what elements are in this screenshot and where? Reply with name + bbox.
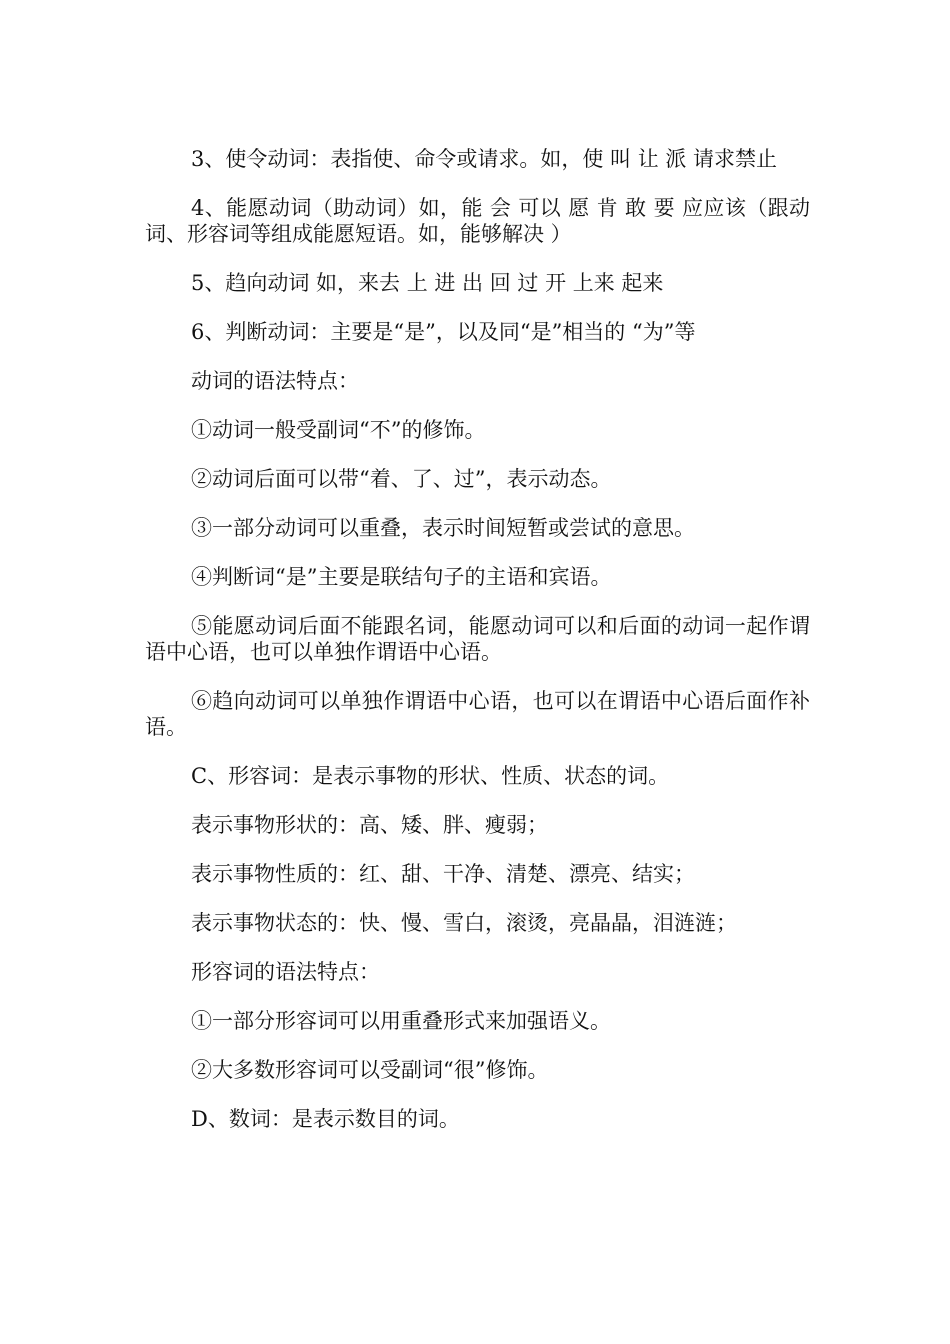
- verb-feature-1: ①动词一般受副词“不”的修饰。: [191, 418, 486, 442]
- adjective-feature-1: ①一部分形容词可以用重叠形式来加强语义。: [191, 1009, 611, 1033]
- verb-feature-5: ⑤能愿动词后面不能跟名词，能愿动词可以和后面的动词一起作谓语中心语，也可以单独作谓语中心语。: [145, 614, 810, 664]
- heading-adjective-grammar-features: 形容词的语法特点：: [191, 960, 380, 984]
- adjective-property-examples: 表示事物性质的：红、甜、干净、清楚、漂亮、结实；: [191, 862, 695, 886]
- verb-feature-4: ④判断词“是”主要是联结句子的主语和宾语。: [191, 565, 612, 589]
- paragraph-modal-verbs: 4、能愿动词（助动词）如，能 会 可以 愿 肯 敢 要 应应该（跟动词、形容词等组成能愿短语。如，能够解决 ）: [145, 196, 810, 246]
- verb-feature-3: ③一部分动词可以重叠，表示时间短暂或尝试的意思。: [191, 516, 695, 540]
- adjective-shape-examples: 表示事物形状的：高、矮、胖、瘦弱；: [191, 813, 548, 837]
- adjective-feature-2: ②大多数形容词可以受副词“很”修饰。: [191, 1058, 549, 1082]
- heading-adjectives: C、形容词：是表示事物的形状、性质、状态的词。: [191, 764, 670, 788]
- heading-verb-grammar-features: 动词的语法特点：: [191, 369, 359, 393]
- heading-numerals: D、数词：是表示数目的词。: [191, 1107, 460, 1131]
- paragraph-causative-verbs: 3、使令动词：表指使、命令或请求。如，使 叫 让 派 请求禁止: [191, 147, 778, 171]
- document-body: [145, 146, 810, 1155]
- verb-feature-6: ⑥趋向动词可以单独作谓语中心语，也可以在谓语中心语后面作补语。: [145, 689, 810, 739]
- paragraph-directional-verbs: 5、趋向动词 如，来去 上 进 出 回 过 开 上来 起来: [191, 271, 664, 295]
- adjective-state-examples: 表示事物状态的：快、慢、雪白，滚烫，亮晶晶，泪涟涟；: [191, 911, 737, 935]
- paragraph-judgment-verbs: 6、判断动词：主要是“是”，以及同“是”相当的 “为”等: [191, 320, 696, 344]
- verb-feature-2: ②动词后面可以带“着、了、过”，表示动态。: [191, 467, 612, 491]
